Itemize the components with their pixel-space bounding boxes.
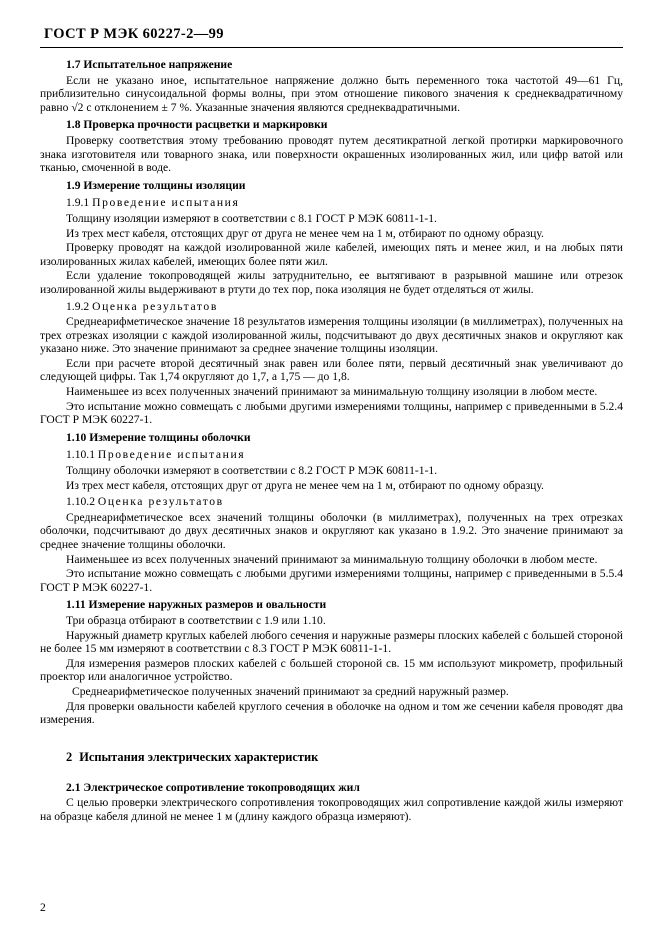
heading-1-10-2-label: Оценка результатов: [97, 495, 224, 509]
para-1-8-body: Проверку соответствия этому требованию проводят путем десятикратной легкой протирки маркировочного знака изготовителя или товарного знака, или поверхности окрашенных изолированных жил, или цифр ватой или тканью, смоченной в воде.: [40, 133, 623, 175]
para-1-9-2-b: Если при расчете второй десятичный знак равен или более пяти, первый десятичный знак увеличивают до следующей цифры. Так 1,74 округляют до 1,7, а 1,75 — до 1,8.: [40, 356, 623, 384]
page-number: 2: [40, 901, 46, 914]
para-1-10-2-b: Наименьшее из всех полученных значений принимают за минимальную толщину оболочки в любом месте.: [66, 552, 598, 566]
para-1-9-2-c: Наименьшее из всех полученных значений принимают за минимальную толщину изоляции в любом месте.: [66, 385, 598, 399]
para-1-9-1-c: Проверку проводят на каждой изолированной жиле кабелей, имеющих пять и менее жил, и на любых пяти изолированных жилах кабелей, имеющих более пяти жил.: [40, 241, 623, 268]
para-1-11-a: Три образца отбирают в соответствии с 1.9 или 1.10.: [66, 613, 326, 627]
para-1-7-body: Если не указано иное, испытательное напряжение должно быть переменного тока частотой 49—61 Гц, приблизительно синусоидальной формы волны, при этом отношение пикового значения к среднеквадратичному равно √2 с отклонением ± 7 %. Указанные значения являются среднеквадратичными.: [40, 73, 623, 114]
para-1-11-e: Для проверки овальности кабелей круглого сечения в оболочке на одном и том же сечении кабеля проводят два измерения.: [40, 699, 623, 727]
heading-1-9-2-number: 1.9.2: [66, 299, 93, 313]
heading-section-2: [40, 749, 623, 765]
heading-1-10: 1.10 Измерение толщины оболочки: [66, 430, 251, 444]
heading-1-9-1-label: Проведение испытания: [92, 196, 240, 210]
heading-1-9-2: [40, 300, 623, 315]
heading-section-2-number: 2: [66, 749, 73, 764]
para-1-9-2-d: Это испытание можно совмещать с любыми другими измерениями толщины, например с приведенными в 5.2.4 ГОСТ Р МЭК 60227-1.: [40, 399, 623, 427]
para-1-9-2-a: Среднеарифметическое значение 18 результатов измерения толщины изоляции (в миллиметрах), полученных на трех отрезках изоляции с каждой изолированной жилы, подсчитывают до двух десятичных знаков и округляют как указано ниже. Это значение принимают за среднее значение толщины изоляции.: [40, 315, 623, 356]
para-1-10-1-a: Толщину оболочки измеряют в соответствии с 8.2 ГОСТ Р МЭК 60811-1-1.: [66, 464, 438, 478]
heading-1-9-2-label: Оценка результатов: [92, 299, 218, 313]
para-1-10-1-b: Из трех мест кабеля, отстоящих друг от друга не менее чем на 1 м, отбирают по одному образцу.: [66, 478, 544, 492]
heading-1-10-1-label: Проведение испытания: [97, 448, 246, 462]
heading-1-9-1-number: 1.9.1: [66, 196, 93, 210]
heading-1-9: 1.9 Измерение толщины изоляции: [66, 178, 246, 192]
header-divider: [40, 47, 623, 48]
heading-1-10-2: [40, 495, 623, 510]
heading-1-9-1: [40, 196, 623, 211]
para-1-11-d: Среднеарифметическое полученных значений принимают за средний наружный размер.: [72, 684, 509, 698]
para-1-9-1-d: Если удаление токопроводящей жилы затруднительно, ее вытягивают в разрывной машине или отрезок изолированной жилы выдерживают в ртути до тех пор, пока изоляция не будет отделяться от жилы.: [40, 269, 623, 296]
heading-2-1: 2.1 Электрическое сопротивление токопроводящих жил: [66, 780, 360, 794]
page-header: ГОСТ Р МЭК 60227-2—99: [44, 26, 224, 42]
heading-1-11: 1.11 Измерение наружных размеров и овальности: [66, 598, 327, 612]
document-body: [40, 58, 623, 824]
heading-1-7: 1.7 Испытательное напряжение: [66, 58, 233, 71]
para-1-11-c: Для измерения размеров плоских кабелей с большей стороной св. 15 мм используют микрометр, профильный проектор или аналогичное устройство.: [40, 656, 623, 684]
para-1-11-b: Наружный диаметр круглых кабелей любого сечения и наружные размеры плоских кабелей с большей стороной не более 15 мм измеряют в соответствии с 8.3 ГОСТ Р МЭК 60811-1-1.: [40, 628, 623, 656]
heading-1-10-1-number: 1.10.1: [66, 448, 98, 462]
heading-1-8: 1.8 Проверка прочности расцветки и маркировки: [66, 118, 328, 132]
para-1-9-1-b: Из трех мест кабеля, отстоящих друг от друга не менее чем на 1 м, отбирают по одному образцу.: [66, 226, 544, 240]
para-2-1-body: С целью проверки электрического сопротивления токопроводящих жил сопротивление каждой жилы измеряют на образце кабеля длиной не менее 1 м (длину каждого образца измеряют).: [40, 796, 623, 823]
para-1-10-2-c: Это испытание можно совмещать с любыми другими измерениями толщины, например с приведенными в 5.5.4 ГОСТ Р МЭК 60227-1.: [40, 567, 623, 594]
para-1-9-1-a: Толщину изоляции измеряют в соответствии с 8.1 ГОСТ Р МЭК 60811-1-1.: [66, 211, 437, 225]
heading-section-2-label: Испытания электрических характеристик: [79, 749, 319, 764]
heading-1-10-1: [40, 448, 623, 463]
para-1-10-2-a: Среднеарифметическое всех значений толщины оболочки (в миллиметрах), полученных на трех отрезках оболочки, подсчитывают до двух десятичных знаков и округляют как указано в 1.9.2. Это значение принимают за среднее значение толщины оболочки.: [40, 510, 623, 551]
heading-1-10-2-number: 1.10.2: [66, 495, 98, 509]
